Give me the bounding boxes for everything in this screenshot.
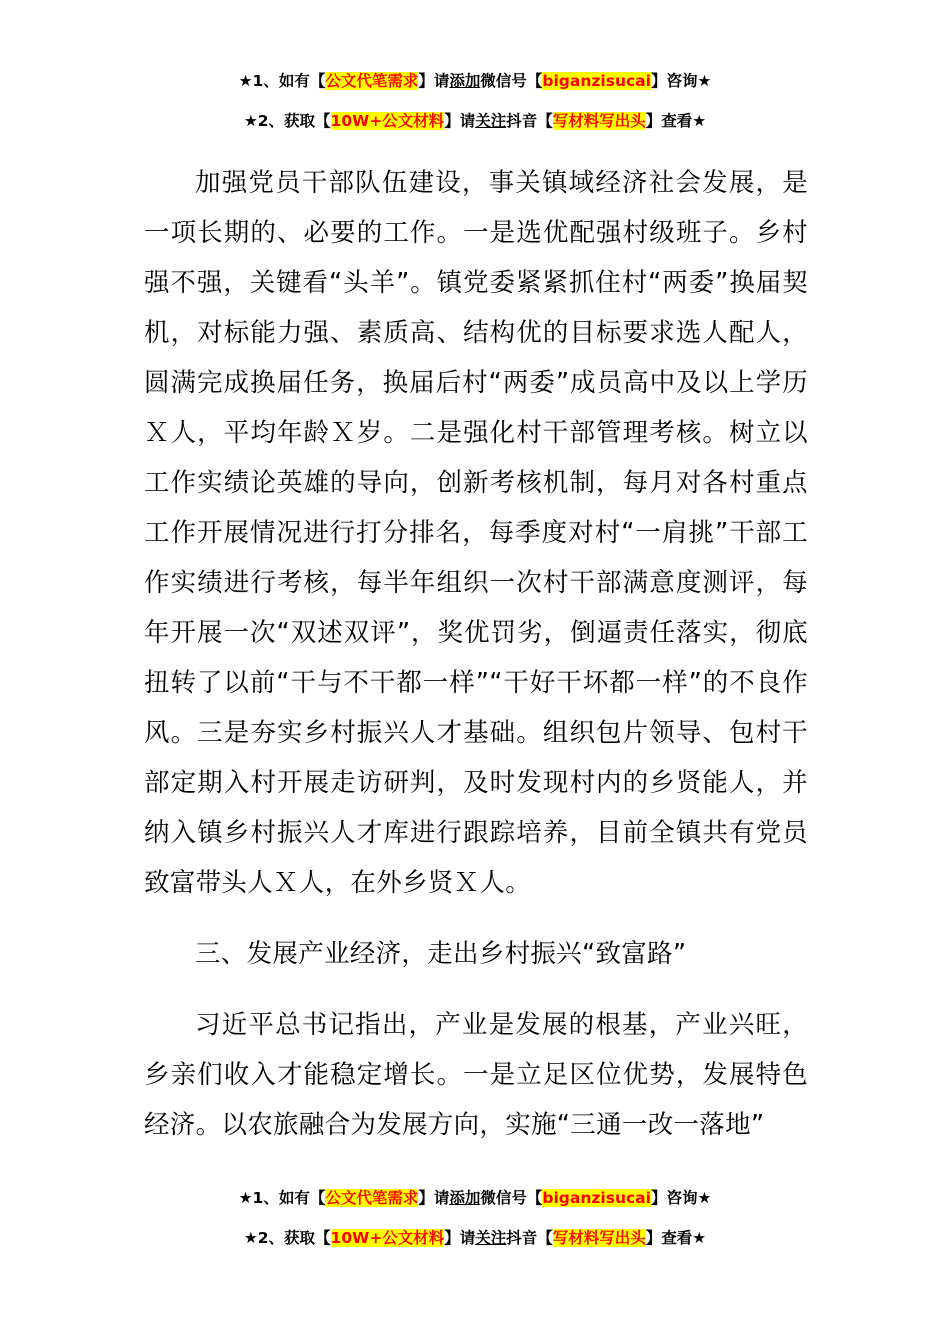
- banner-wechat-id: biganzisucai: [542, 72, 651, 90]
- banner-text: 】请: [444, 1229, 476, 1247]
- banner-text: 微信号【: [480, 72, 543, 90]
- banner-douyin-id: 写材料写出头: [552, 1229, 646, 1247]
- banner-text: ★1、如有【: [238, 72, 326, 90]
- banner-text: 】请: [418, 72, 450, 90]
- banner-highlight: 10W+公文材料: [330, 1229, 445, 1247]
- banner-text: 】咨询★: [650, 1189, 712, 1207]
- banner-text: 抖音【: [506, 112, 553, 130]
- banner-highlight: 公文代笔需求: [325, 72, 419, 90]
- banner-underlined: 关注: [475, 112, 507, 130]
- banner-underlined: 添加: [449, 1189, 481, 1207]
- banner-text: 】咨询★: [650, 72, 712, 90]
- banner-underlined: 关注: [475, 1229, 507, 1247]
- banner-text: ★2、获取【: [243, 1229, 331, 1247]
- banner-text: ★2、获取【: [243, 112, 331, 130]
- banner-highlight: 公文代笔需求: [325, 1189, 419, 1207]
- banner-text: 微信号【: [480, 1189, 543, 1207]
- banner-text: 抖音【: [506, 1229, 553, 1247]
- banner-highlight: 10W+公文材料: [330, 112, 445, 130]
- banner-douyin-id: 写材料写出头: [552, 112, 646, 130]
- banner-text: 】请: [418, 1189, 450, 1207]
- paragraph-industry: 习近平总书记指出，产业是发展的根基，产业兴旺，乡亲们收入才能稳定增长。一是立足区位优势，发展特色经济。以农旅融合为发展方向，实施“三通一改一落地”: [144, 1010, 808, 1140]
- document-body: [144, 158, 808, 1150]
- section-heading: 三、发展产业经济，走出乡村振兴“致富路”: [195, 939, 687, 969]
- banner-text: 】查看★: [645, 112, 707, 130]
- banner-underlined: 添加: [449, 72, 481, 90]
- banner-text: 】请: [444, 112, 476, 130]
- footer-banner-line-2: [0, 1227, 950, 1249]
- header-banner-line-1: [0, 70, 950, 92]
- banner-wechat-id: biganzisucai: [542, 1189, 651, 1207]
- paragraph-party-building: 加强党员干部队伍建设，事关镇域经济社会发展，是一项长期的、必要的工作。一是选优配强村级班子。乡村强不强，关键看“头羊”。镇党委紧紧抓住村“两委”换届契机，对标能力强、素质高、结构优的目标要求选人配人，圆满完成换届任务，换届后村“两委”成员高中及以上学历Ｘ人，平均年龄Ｘ岁。二是强化村干部管理考核。树立以工作实绩论英雄的导向，创新考核机制，每月对各村重点工作开展情况进行打分排名，每季度对村“一肩挑”干部工作实绩进行考核，每半年组织一次村干部满意度测评，每年开展一次“双述双评”，奖优罚劣，倒逼责任落实，彻底扭转了以前“干与不干都一样”“干好干坏都一样”的不良作风。三是夯实乡村振兴人才基础。组织包片领导、包村干部定期入村开展走访研判，及时发现村内的乡贤能人，并纳入镇乡村振兴人才库进行跟踪培养，目前全镇共有党员致富带头人Ｘ人，在外乡贤Ｘ人。: [144, 168, 808, 898]
- header-banner-line-2: [0, 110, 950, 132]
- banner-text: ★1、如有【: [238, 1189, 326, 1207]
- banner-text: 】查看★: [645, 1229, 707, 1247]
- footer-banner-line-1: [0, 1187, 950, 1209]
